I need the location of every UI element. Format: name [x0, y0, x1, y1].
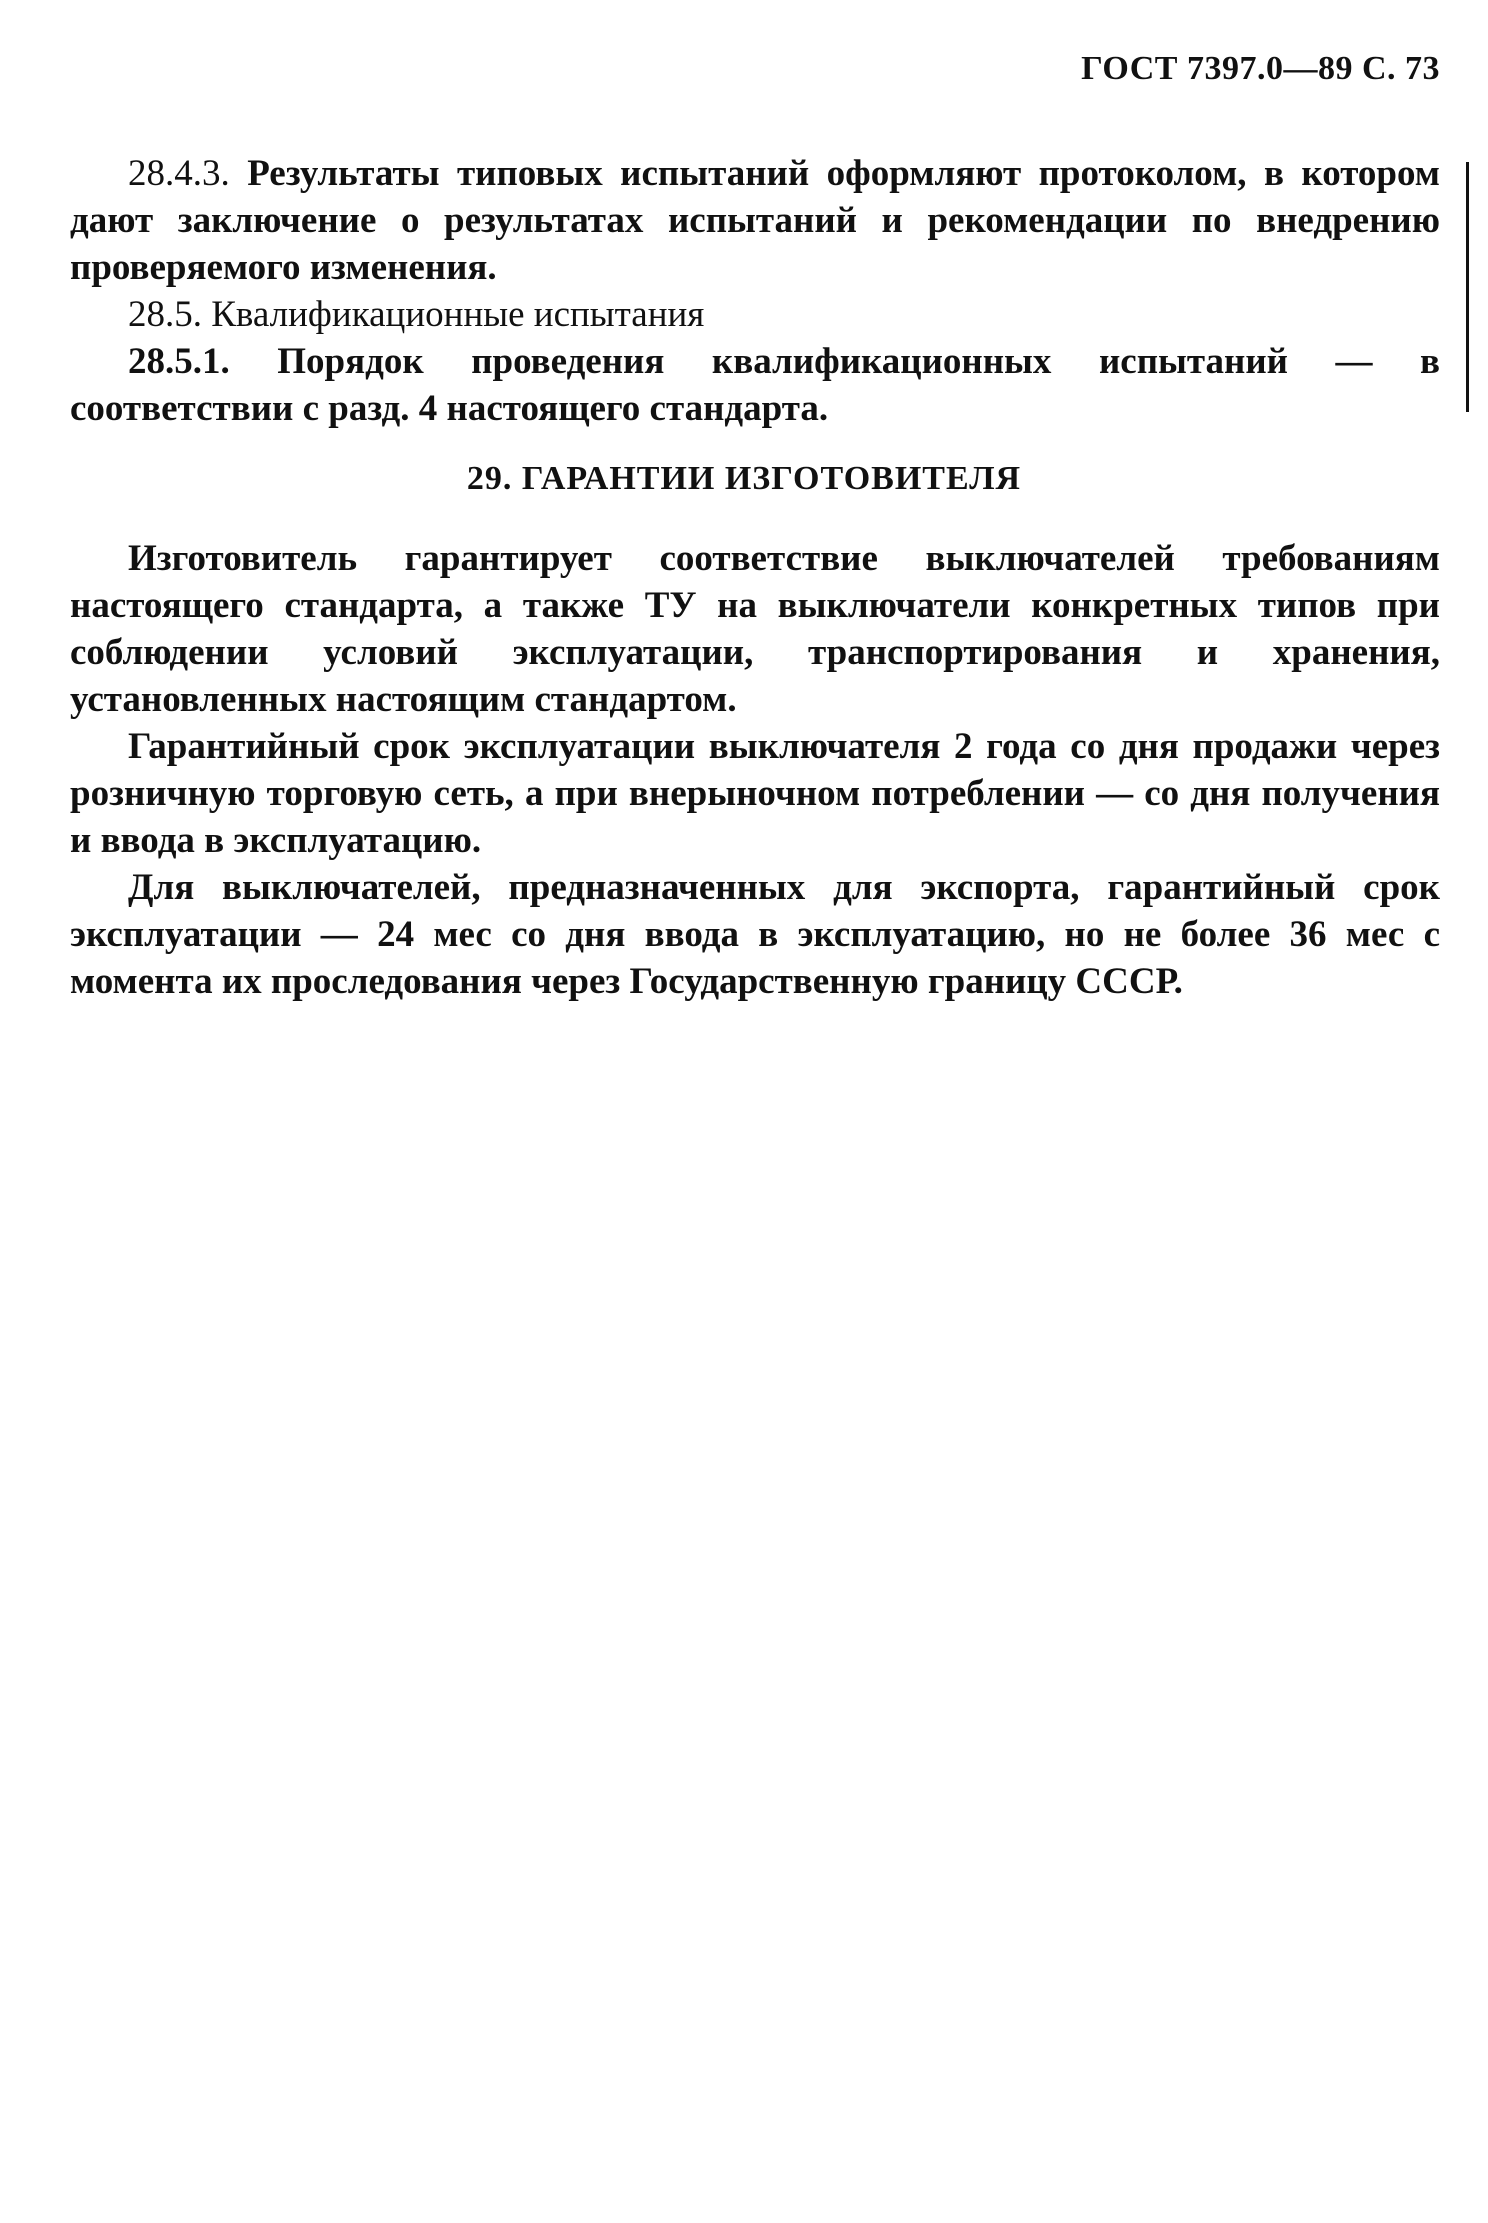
paragraph-28-5 [70, 291, 1440, 338]
page-header: ГОСТ 7397.0—89 С. 73 [1081, 50, 1440, 87]
clause-number: 28.5. [128, 294, 202, 335]
paragraph-29-3: Для выключателей, предназначенных для экспорта, гарантийный срок эксплуатации — 24 мес со дня ввода в эксплуатацию, но не более 36 мес с момента их проследования через Государственную границу СССР. [70, 867, 1440, 1002]
paragraph-28-5-1 [70, 338, 1440, 432]
revision-change-bar [1466, 162, 1469, 412]
clause-text: Результаты типовых испытаний оформляют протоколом, в котором дают заключение о результатах испытаний и рекомендации по внедрению проверяемого изменения. [70, 153, 1441, 288]
clause-text: Квалификационные испытания [211, 294, 705, 335]
paragraph-29-1: Изготовитель гарантирует соответствие выключателей требованиям настоящего стандарта, а также ТУ на выключатели конкретных типов при соблюдении условий эксплуатации, транспортирования и хранения, установленных настоящим стандартом. [70, 538, 1440, 720]
section-29-body [70, 535, 1440, 1005]
paragraph-29-2: Гарантийный срок эксплуатации выключателя 2 года со дня продажи через розничную торговую сеть, а при внерыночном потреблении — со дня получения и ввода в эксплуатацию. [70, 726, 1440, 861]
clause-number: 28.4.3. [128, 153, 230, 194]
section-29-heading: 29. ГАРАНТИИ ИЗГОТОВИТЕЛЯ [466, 460, 1022, 497]
paragraph-28-4-3 [70, 150, 1440, 291]
clause-text: Порядок проведения квалификационных испытаний — в соответствии с разд. 4 настоящего стандарта. [70, 341, 1440, 429]
clause-number: 28.5.1. [128, 341, 230, 382]
section-28-body [70, 150, 1440, 432]
